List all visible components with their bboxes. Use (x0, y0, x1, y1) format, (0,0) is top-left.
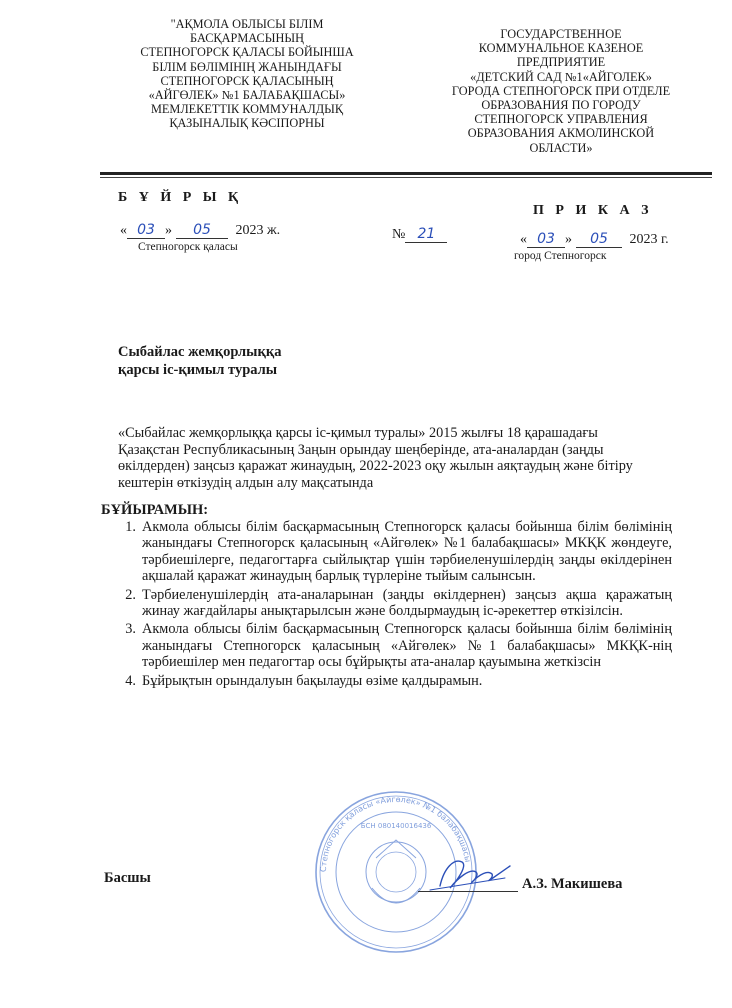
header-left-kz (118, 17, 376, 131)
date-day-ru: 03 (527, 231, 565, 248)
list-item (101, 673, 672, 689)
date-year-kz: 2023 ж. (235, 223, 281, 238)
header-line: СТЕПНОГОРСК ҚАЛАСЫ БОЙЫНША (140, 45, 354, 60)
order-number (392, 226, 447, 243)
list-item (101, 621, 672, 670)
order-title-ru: П Р И К А З (533, 203, 653, 218)
header-line: "АҚМОЛА ОБЛЫСЫ БІЛІМ (170, 17, 324, 31)
header-divider-thin (100, 177, 712, 178)
signoff-title: Басшы (104, 870, 151, 886)
handwritten-signature (410, 848, 520, 898)
seal-outer-text: Степногорск қаласы «Айгөлек» №1 балабақшасы (318, 794, 473, 873)
date-quote-close: » (165, 223, 172, 238)
header-line: ҚАЗЫНАЛЫҚ КӘСІПОРНЫ (169, 116, 325, 131)
date-month-kz: 05 (176, 222, 228, 239)
header-line: КОММУНАЛЬНОЕ КАЗЕНОЕ (478, 41, 644, 56)
list-item (101, 519, 672, 585)
date-quote-open: « (120, 223, 127, 238)
header-divider-thick (100, 172, 712, 175)
item-text: Бұйрықтын орындалуын бақылауды өзіме қалдырамын. (142, 672, 483, 689)
number-value: 21 (405, 226, 447, 243)
item-text: Тәрбиеленушілердің ата-аналарынан (заңды өкілдернен) заңсыз ақша қаражатың жинау жағдайлары анықтарылсын және болдырмаудың іс-әрекеттер өткізілсін. (142, 586, 672, 620)
date-quote-close: » (565, 232, 572, 247)
date-day-kz: 03 (127, 222, 165, 239)
date-month-ru: 05 (576, 231, 622, 248)
header-line: ОБРАЗОВАНИЯ ПО ГОРОДУ (481, 98, 641, 113)
item-number: 4. (125, 672, 136, 689)
header-line: БІЛІМ БӨЛІМІНІҢ ЖАНЫНДАҒЫ (152, 59, 342, 74)
header-right-ru (432, 27, 690, 155)
place-ru: город Степногорск (514, 250, 607, 262)
header-line: МЕМЛЕКЕТТІК КОММУНАЛДЫҚ (150, 102, 344, 117)
header-line: «ДЕТСКИЙ САД №1«АЙГОЛЕК» (470, 69, 652, 84)
header-line: СТЕПНОГОРСК УПРАВЛЕНИЯ (474, 112, 648, 127)
item-number: 3. (125, 621, 136, 638)
item-number: 2. (125, 586, 136, 603)
item-text: Акмола облысы білім басқармасының Степногорск қаласы бойынша білім бөлімінің жанындағы Степногорск қаласының «Айгөлек» №1 балабақшасы» МКҚК жөндеуге, тәрбиешілерге, педагогтарға сыйлықтар үшін тәрбиеленушілердің заңды өкілдерінен ақшалай қаражат жинаудың барлық түрлеріне тыйым салынсын. (142, 519, 672, 585)
subject-line: Сыбайлас жемқорлыққа (118, 344, 282, 360)
signoff-name: А.З. Макишева (522, 876, 623, 892)
header-line: ПРЕДПРИЯТИЕ (516, 55, 606, 70)
header-line: ГОРОДА СТЕПНОГОРСК ПРИ ОТДЕЛЕ (451, 83, 671, 98)
date-year-ru: 2023 г. (629, 232, 669, 247)
subject-line: қарсы іс-қимыл туралы (118, 362, 278, 378)
number-prefix: № (392, 227, 406, 242)
list-item (101, 587, 672, 620)
order-subject (118, 343, 281, 379)
header-line: ГОСУДАРСТВЕННОЕ (500, 27, 622, 41)
preamble-text: «Сыбайлас жемқорлыққа қарсы іс-қимыл туралы» 2015 жылғы 18 қарашадағы Қазақстан Республикасының Заңын орындау шеңберінде, ата-аналардан (заңды өкілдерден) заңсыз қаражат жинаудың, 2022-2023 оқу жылын аяқтаудың және бітіру кештерін өткізудің алдын алу мақсатында (118, 425, 633, 491)
item-text: Акмола облысы білім басқармасының Степногорск қаласы бойынша білім бөлімінің жанындағы Степногорск қаласының «Айгөлек» №1 балабақшасы» МКҚК-нің тәрбиешілер мен педагогтар осы бұйрықты ата-аналар қауымына жеткізсін (142, 621, 672, 671)
command-word: БҰЙЫРАМЫН: (101, 502, 209, 518)
header-line: ОБЛАСТИ» (529, 140, 593, 155)
item-number: 1. (125, 519, 136, 535)
header-line: СТЕПНОГОРСК ҚАЛАСЫНЫҢ (160, 73, 334, 88)
header-line: «АЙГӨЛЕК» №1 БАЛАБАҚШАСЫ» (148, 88, 346, 103)
order-title-kz: Б Ұ Й Р Ы Қ (118, 190, 243, 205)
date-quote-open: « (520, 232, 527, 247)
seal-bin: БСН 080140016436 (360, 822, 432, 830)
header-line: ОБРАЗОВАНИЯ АКМОЛИНСКОЙ (467, 126, 655, 141)
order-date-ru (520, 231, 669, 248)
order-items (101, 519, 672, 691)
place-kz: Степногорск қаласы (138, 241, 238, 253)
header-line: БАСҚАРМАСЫНЫҢ (190, 31, 304, 46)
order-date-kz (120, 222, 280, 239)
